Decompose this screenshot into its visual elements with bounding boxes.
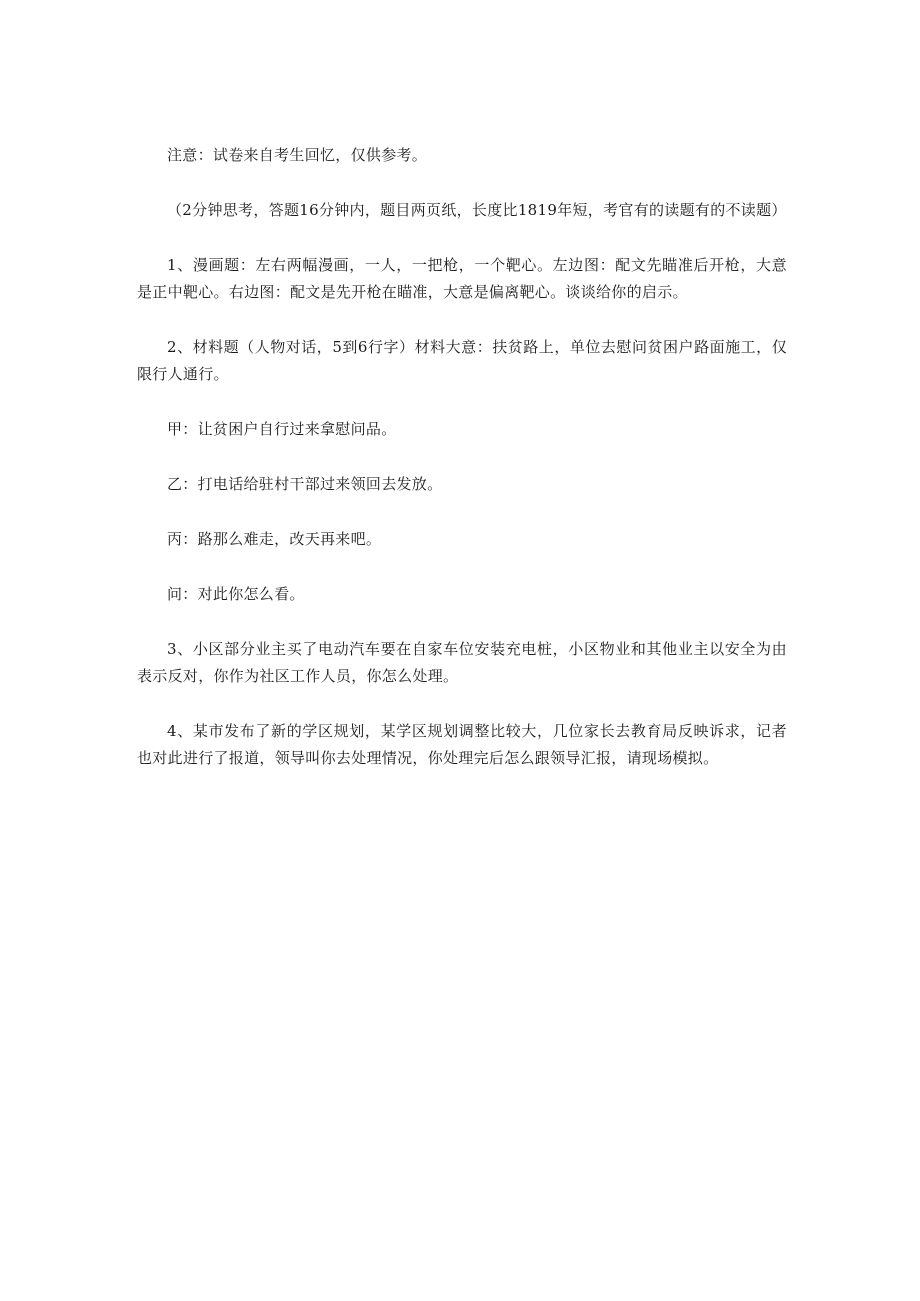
question-2-prompt: 问：对此你怎么看。 (167, 585, 305, 603)
exam-note: 注意：试卷来自考生回忆，仅供参考。 (167, 146, 428, 164)
exam-instructions: （2分钟思考，答题16分钟内，题目两页纸，长度比1819年短，考官有的读题有的不读题） (167, 201, 787, 219)
question-1: 1、漫画题：左右两幅漫画，一人，一把枪，一个靶心。左边图：配文先瞄准后开枪，大意是正中靶心。右边图：配文是先开枪在瞄准，大意是偏离靶心。谈谈给你的启示。 (137, 256, 787, 301)
question-3: 3、小区部分业主买了电动汽车要在自家车位安装充电桩，小区物业和其他业主以安全为由表示反对，你作为社区工作人员，你怎么处理。 (137, 640, 787, 685)
question-2: 2、材料题（人物对话，5到6行字）材料大意：扶贫路上，单位去慰问贫困户路面施工，仅限行人通行。 (137, 338, 787, 383)
dialogue-bing: 丙：路那么难走，改天再来吧。 (167, 530, 382, 548)
dialogue-jia: 甲：让贫困户自行过来拿慰问品。 (167, 420, 397, 438)
document-body (137, 142, 787, 800)
dialogue-yi: 乙：打电话给驻村干部过来领回去发放。 (167, 475, 443, 493)
question-4: 4、某市发布了新的学区规划，某学区规划调整比较大，几位家长去教育局反映诉求，记者也对此进行了报道，领导叫你去处理情况，你处理完后怎么跟领导汇报，请现场模拟。 (137, 722, 787, 767)
